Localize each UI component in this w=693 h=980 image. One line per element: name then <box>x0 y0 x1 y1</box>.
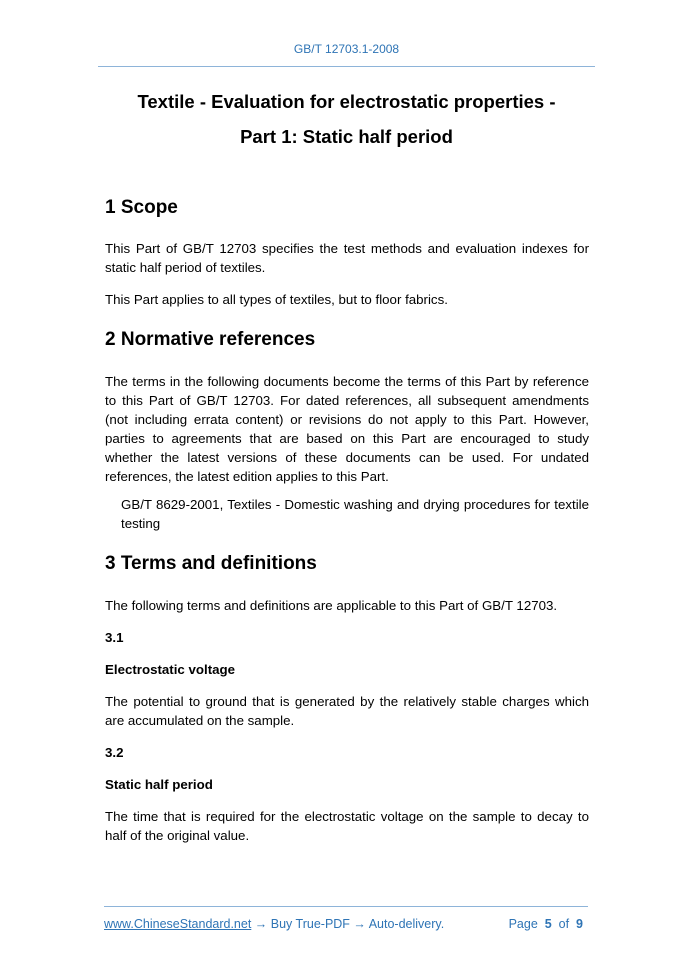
terms-intro: The following terms and definitions are applicable to this Part of GB/T 12703. <box>105 598 558 613</box>
total-page-number: 9 <box>576 917 583 931</box>
page-footer <box>104 917 588 931</box>
term-name: Electrostatic voltage <box>105 662 236 677</box>
section-heading-normative-references: 2 Normative references <box>105 329 316 350</box>
footer-divider <box>104 906 588 907</box>
website-link[interactable]: www.ChineseStandard.net <box>104 917 252 931</box>
of-label: of <box>558 917 570 931</box>
page-label: Page <box>508 917 538 931</box>
section-heading-scope: 1 Scope <box>105 197 178 218</box>
term-definition: The potential to ground that is generated by the relatively stable charges which are accumulated on the sample. <box>105 694 589 728</box>
document-title-line-2: Part 1: Static half period <box>240 126 453 147</box>
document-title-line-1: Textile - Evaluation for electrostatic properties - <box>137 91 556 112</box>
footer-tagline: → Buy True-PDF → Auto-delivery. <box>251 917 445 931</box>
header-divider <box>98 66 595 67</box>
term-definition: The time that is required for the electrostatic voltage on the sample to decay to half of the original value. <box>105 809 589 843</box>
normative-reference-item: GB/T 8629-2001, Textiles - Domestic washing and drying procedures for textile testing <box>121 497 589 531</box>
normative-paragraph: The terms in the following documents become the terms of this Part by reference to this Part of GB/T 12703. For dated references, all subsequent amendments (not including errata content) or revisions do not apply to this Part. However, parties to agreements that are based on this Part are encouraged to study whether the latest versions of these documents can be used. For undated references, the latest edition applies to this Part. <box>105 374 589 484</box>
running-header: GB/T 12703.1-2008 <box>293 42 400 56</box>
term-number: 3.1 <box>105 630 124 645</box>
scope-paragraph-2: This Part applies to all types of textiles, but to floor fabrics. <box>105 292 448 307</box>
term-name: Static half period <box>105 777 213 792</box>
term-number: 3.2 <box>105 745 124 760</box>
current-page-number: 5 <box>544 917 552 931</box>
scope-paragraph-1: This Part of GB/T 12703 specifies the test methods and evaluation indexes for static half period of textiles. <box>105 241 589 275</box>
section-heading-terms: 3 Terms and definitions <box>105 553 317 574</box>
page-counter <box>509 917 583 931</box>
